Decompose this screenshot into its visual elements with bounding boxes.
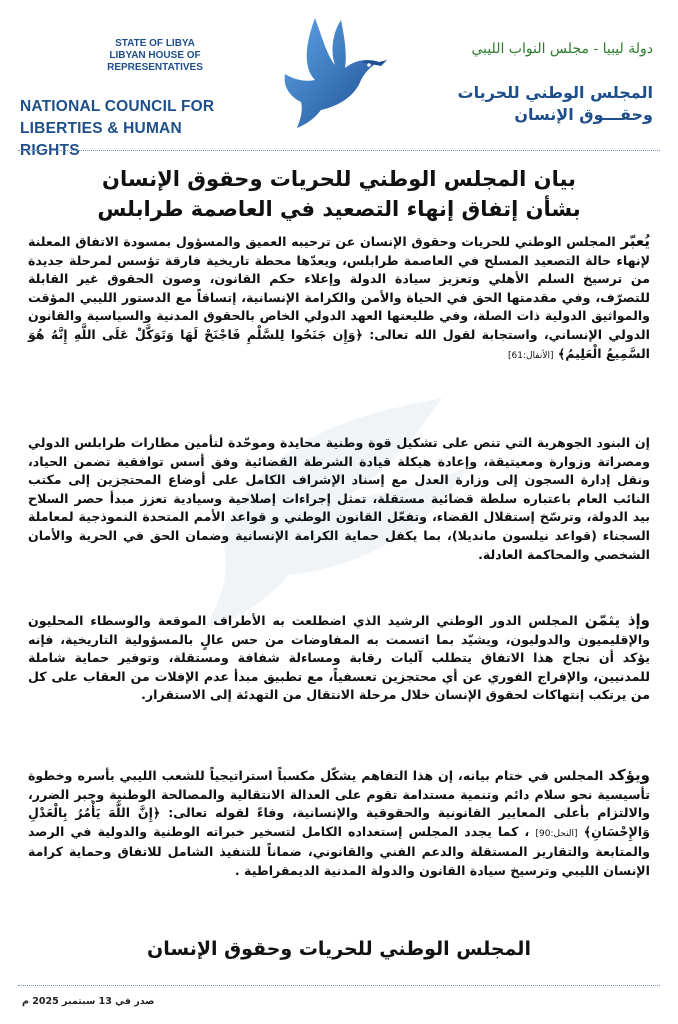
house-of-representatives-label: LIBYAN HOUSE OF REPRESENTATIVES: [107, 50, 203, 73]
title-line2: بشأن إتفاق إنهاء التصعيد في العاصمة طرابلس: [97, 197, 581, 221]
paragraph-text: المجلس في ختام بيانه، إن هذا التفاهم يشكّل مكسباً استراتيجياً للشعب الليبي بأسره وخطوة تأسيسية نحو سلام دائم وتنمية مستدامة تقوم على العدالة الانتقالية والمصالحة الوطنية وجبر الضرر، والالتزام بأعلى المعايير القانونية والحقوقية والإنسانية، وفاءً لقوله تعالى:: [28, 768, 650, 821]
quran-verse: ﴿إِنَّ اللَّهَ يَأْمُرُ بِالْعَدْلِ وَالإِحْسَانِ﴾: [28, 805, 650, 839]
letterhead: [0, 0, 678, 159]
letterhead-arabic: [433, 40, 653, 126]
council-name-arabic-line2: وحقـــوق الإنسان: [514, 105, 653, 124]
verse-reference: [النحل:90]: [535, 828, 578, 839]
council-name-english-line1: NATIONAL COUNCIL FOR: [20, 98, 215, 115]
statement-title: [20, 164, 658, 224]
paragraph-lead-word: يُعبّر: [620, 232, 650, 250]
paragraph-text: إن البنود الجوهرية التي تنص على تشكيل قوة وطنية محايدة وموحّدة لتأمين مطارات طرابلس الدولي ومصراتة وزوارة ومعيتيقة، وإعادة هيكلة قيادة الشرطة القضائية وفق أسس توافقية تضمن الحياد، ونقل إدارة السجون إلى وزارة العدل مع إسناد الإشراف الكامل على أوضاع المحتجزين إلى مكتب النائب العام باعتباره سلطة قضائية مستقلة، تمثل إجراءات إصلاحية وسيادية تعزز مبدأ حصر السلاح بيد الدولة، وترسّخ إستقلال القضاء، وتفعّل القانون الوطني و قواعد الأمم المتحدة النموذجية لمعاملة السجناء (قواعد نيلسون مانديلا)، بما يكفل حماية الكرامة الإنسانية وضمان الحق في الحرية والأمان الشخصي والمحاكمة العادلة.: [28, 435, 650, 562]
paragraph-lead-word: وإذ يثمّن: [584, 611, 650, 629]
council-name-english-line2: LIBERTIES & HUMAN RIGHTS: [20, 120, 182, 159]
header-divider: [18, 150, 660, 151]
state-and-house-arabic-label: دولة ليبيا - مجلس النواب الليبي: [471, 41, 653, 57]
council-name-arabic-line1: المجلس الوطني للحريات: [457, 83, 653, 102]
issue-date: صدر في 13 سبتمبر 2025 م: [22, 996, 155, 1007]
verse-reference: [الأنفال:61]: [508, 350, 554, 361]
title-line1: بيان المجلس الوطني للحريات وحقوق الإنسان: [102, 167, 576, 191]
paragraph-welcome: [28, 232, 650, 365]
paragraph-appreciation: [28, 611, 650, 705]
letterhead-english: [20, 38, 240, 162]
state-of-libya-label: STATE OF LIBYA: [115, 38, 195, 49]
paragraph-text: المجلس الدور الوطني الرشيد الذي اضطلعت به الأطراف الموقعة والوسطاء المحليون والإقليميون والدوليون، ويشيّد بما اتسمت به المفاوضات من حس عالٍ بالمسؤولية التاريخية، فإنه يؤكد أن نجاح هذا الاتفاق يتطلب آليات رقابة ومساءلة شفافة ومستقلة، وتوفير حماية شاملة للمدنيين، والإفراج الفوري عن أي محتجزين تعسفياً، مع تطبيق مبدأ عدم الإفلات من العقاب على كل من يرتكب إنتهاكات لحقوق الإنسان خلال مرحلة الانتقال من التهدئة إلى الاستقرار.: [28, 613, 650, 703]
paragraph-conclusion: [28, 766, 650, 881]
quran-verse: ﴿وَإِن جَنَحُوا لِلسَّلْمِ فَاجْنَحْ لَهَا وَتَوَكَّلْ عَلَى اللَّهِ إِنَّهُ هُوَ السَّمِيعُ الْعَلِيمُ﴾: [28, 326, 650, 361]
paragraph-lead-word: ويؤكد: [608, 766, 650, 784]
signature-council-name: المجلس الوطني للحريات وحقوق الإنسان: [147, 938, 531, 960]
dove-logo-icon: [275, 10, 405, 130]
footer-divider: [18, 985, 660, 986]
paragraph-text: المجلس الوطني للحريات وحقوق الإنسان عن ترحيبه العميق والمسؤول بمسودة الاتفاق المعلنة لإنهاء حالة التصعيد المسلح في العاصمة طرابلس، ويعدّها محطة تاريخية فارقة تؤسس لمرحلة جديدة من ترسيخ السلم الأهلي وتعزيز سيادة الدولة وإعلاء حكم القانون، وصون الحقوق غير القابلة للتصرّف، وفي مقدمتها الحق في الحياة والأمن والكرامة الإنسانية، إتساقاً مع الدستور الليبي المؤقت والمواثيق الدولية ذات الصلة، وفي طليعتها العهد الدولي الخاص بالحقوق المدنية والسياسية والقانون الدولي الإنساني، واستجابة لقول الله تعالى:: [28, 234, 650, 342]
paragraph-text-continued: ، كما يجدد المجلس إستعداده الكامل لتسخير خبراته الوطنية والدولية في الرصد والمتابعة والتقارير المستقلة والدعم الفني والقانوني، ضماناً للتنفيذ الشامل للاتفاق وحماية كرامة الإنسان الليبي وترسيخ سيادة القانون والدولة المدنية الديمقراطية .: [28, 823, 650, 878]
paragraph-provisions: [28, 434, 650, 564]
